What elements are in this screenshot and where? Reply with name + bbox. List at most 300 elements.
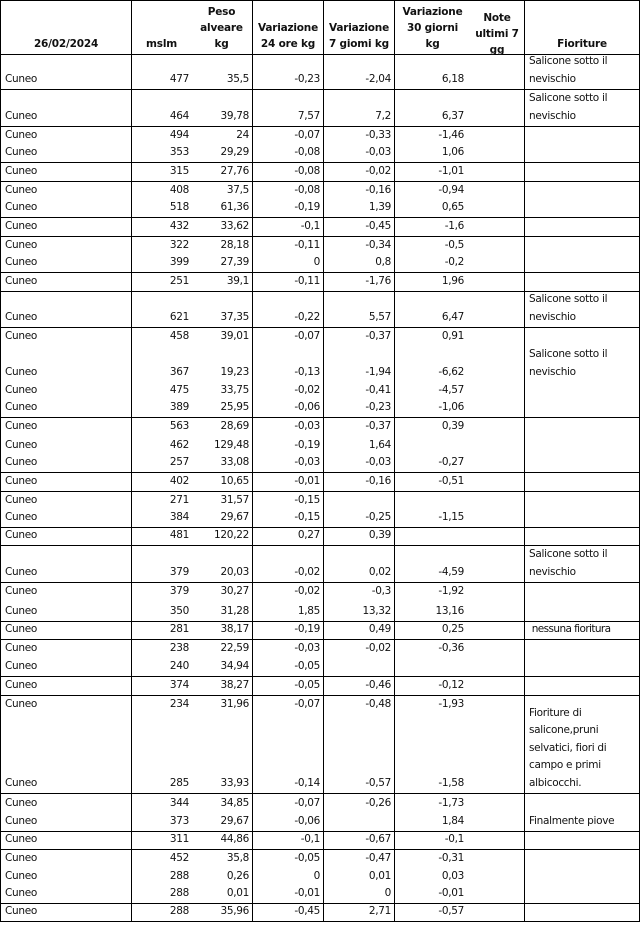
location-cell[interactable] — [1, 292, 131, 327]
var7-cell[interactable] — [323, 813, 394, 831]
peso-cell[interactable] — [191, 583, 252, 601]
peso-cell[interactable] — [191, 868, 252, 886]
header-note[interactable] — [470, 1, 524, 58]
note-cell[interactable] — [470, 292, 524, 327]
location-cell[interactable] — [1, 200, 131, 217]
note-cell[interactable] — [470, 492, 524, 510]
location-cell[interactable] — [1, 850, 131, 868]
location-cell[interactable] — [1, 492, 131, 510]
var7-cell[interactable] — [323, 328, 394, 346]
note-cell[interactable] — [470, 182, 524, 200]
note-cell[interactable] — [470, 904, 524, 921]
mslm-cell[interactable] — [131, 418, 191, 436]
var7-cell[interactable] — [323, 601, 394, 621]
location-cell[interactable] — [1, 658, 131, 676]
note-cell[interactable] — [470, 200, 524, 217]
var30-cell[interactable] — [394, 418, 470, 436]
note-cell[interactable] — [470, 850, 524, 868]
var30-cell[interactable] — [394, 436, 470, 455]
location-cell[interactable] — [1, 583, 131, 601]
fioriture-cell[interactable] — [524, 904, 640, 921]
var24-cell[interactable] — [252, 677, 323, 695]
peso-cell[interactable] — [191, 382, 252, 400]
var7-cell[interactable] — [323, 886, 394, 903]
var30-cell[interactable] — [394, 55, 470, 89]
note-cell[interactable] — [470, 677, 524, 695]
peso-cell[interactable] — [191, 436, 252, 455]
var30-cell[interactable] — [394, 528, 470, 545]
var7-cell[interactable] — [323, 273, 394, 291]
peso-cell[interactable] — [191, 400, 252, 417]
note-cell[interactable] — [470, 832, 524, 849]
peso-cell[interactable] — [191, 127, 252, 145]
header-date[interactable]: 26/02/2024 — [33, 38, 99, 50]
location-cell[interactable] — [1, 510, 131, 527]
mslm-cell[interactable] — [131, 328, 191, 346]
note-cell[interactable] — [470, 328, 524, 346]
var30-cell[interactable] — [394, 145, 470, 162]
var24-cell[interactable] — [252, 714, 323, 793]
var24-cell[interactable] — [252, 546, 323, 582]
var24-cell[interactable] — [252, 492, 323, 510]
fioriture-cell[interactable] — [524, 382, 640, 400]
mslm-cell[interactable] — [131, 55, 191, 89]
var30-cell[interactable] — [394, 904, 470, 921]
var7-cell[interactable] — [323, 346, 394, 382]
location-cell[interactable] — [1, 418, 131, 436]
peso-cell[interactable] — [191, 640, 252, 658]
var24-cell[interactable] — [252, 473, 323, 491]
var7-cell[interactable] — [323, 182, 394, 200]
note-cell[interactable] — [470, 382, 524, 400]
fioriture-cell[interactable] — [524, 832, 640, 849]
location-cell[interactable] — [1, 601, 131, 621]
fioriture-cell[interactable] — [524, 273, 640, 291]
location-cell[interactable] — [1, 794, 131, 813]
var30-cell[interactable] — [394, 794, 470, 813]
note-cell[interactable] — [470, 218, 524, 236]
location-cell[interactable] — [1, 528, 131, 545]
note-cell[interactable] — [470, 346, 524, 382]
mslm-cell[interactable] — [131, 640, 191, 658]
fioriture-cell[interactable] — [524, 813, 640, 831]
var24-cell[interactable] — [252, 328, 323, 346]
location-cell[interactable] — [1, 696, 131, 714]
peso-cell[interactable] — [191, 850, 252, 868]
peso-cell[interactable] — [191, 528, 252, 545]
var24-cell[interactable] — [252, 292, 323, 327]
mslm-cell[interactable] — [131, 904, 191, 921]
var7-cell[interactable] — [323, 436, 394, 455]
location-cell[interactable] — [1, 182, 131, 200]
var24-cell[interactable] — [252, 510, 323, 527]
peso-cell[interactable] — [191, 218, 252, 236]
fioriture-cell[interactable] — [524, 200, 640, 217]
peso-cell[interactable] — [191, 473, 252, 491]
var7-cell[interactable] — [323, 696, 394, 714]
var24-cell[interactable] — [252, 436, 323, 455]
var7-cell[interactable] — [323, 622, 394, 639]
location-cell[interactable] — [1, 346, 131, 382]
peso-cell[interactable] — [191, 455, 252, 472]
mslm-cell[interactable] — [131, 601, 191, 621]
fioriture-cell[interactable] — [524, 528, 640, 545]
var7-cell[interactable] — [323, 528, 394, 545]
location-cell[interactable] — [1, 273, 131, 291]
fioriture-cell[interactable] — [524, 640, 640, 658]
location-cell[interactable] — [1, 473, 131, 491]
mslm-cell[interactable] — [131, 886, 191, 903]
fioriture-cell[interactable] — [524, 90, 640, 126]
var24-cell[interactable] — [252, 886, 323, 903]
var24-cell[interactable] — [252, 55, 323, 89]
header-var24[interactable] — [252, 1, 323, 54]
var30-cell[interactable] — [394, 400, 470, 417]
fioriture-cell[interactable] — [524, 706, 640, 793]
var24-cell[interactable] — [252, 182, 323, 200]
peso-cell[interactable] — [191, 292, 252, 327]
peso-cell[interactable] — [191, 255, 252, 272]
location-cell[interactable] — [1, 55, 131, 89]
note-cell[interactable] — [470, 886, 524, 903]
peso-cell[interactable] — [191, 794, 252, 813]
fioriture-cell[interactable] — [524, 346, 640, 382]
location-cell[interactable] — [1, 218, 131, 236]
var24-cell[interactable] — [252, 145, 323, 162]
var30-cell[interactable] — [394, 200, 470, 217]
fioriture-cell[interactable] — [524, 622, 640, 639]
var7-cell[interactable] — [323, 127, 394, 145]
mslm-cell[interactable] — [131, 382, 191, 400]
mslm-cell[interactable] — [131, 622, 191, 639]
var30-cell[interactable] — [394, 90, 470, 126]
mslm-cell[interactable] — [131, 528, 191, 545]
peso-cell[interactable] — [191, 200, 252, 217]
mslm-cell[interactable] — [131, 583, 191, 601]
mslm-cell[interactable] — [131, 127, 191, 145]
var7-cell[interactable] — [323, 850, 394, 868]
note-cell[interactable] — [470, 273, 524, 291]
location-cell[interactable] — [1, 436, 131, 455]
peso-cell[interactable] — [191, 182, 252, 200]
var30-cell[interactable] — [394, 455, 470, 472]
peso-cell[interactable] — [191, 145, 252, 162]
var24-cell[interactable] — [252, 696, 323, 714]
note-cell[interactable] — [470, 794, 524, 813]
var7-cell[interactable] — [323, 237, 394, 255]
var7-cell[interactable] — [323, 640, 394, 658]
note-cell[interactable] — [470, 473, 524, 491]
var7-cell[interactable] — [323, 218, 394, 236]
var24-cell[interactable] — [252, 601, 323, 621]
mslm-cell[interactable] — [131, 200, 191, 217]
location-cell[interactable] — [1, 400, 131, 417]
var7-cell[interactable] — [323, 455, 394, 472]
mslm-cell[interactable] — [131, 400, 191, 417]
fioriture-cell[interactable] — [524, 492, 640, 510]
var7-cell[interactable] — [323, 163, 394, 181]
peso-cell[interactable] — [191, 677, 252, 695]
note-cell[interactable] — [470, 868, 524, 886]
fioriture-cell[interactable] — [524, 510, 640, 527]
note-cell[interactable] — [470, 640, 524, 658]
var24-cell[interactable] — [252, 127, 323, 145]
var30-cell[interactable] — [394, 492, 470, 510]
var30-cell[interactable] — [394, 714, 470, 793]
note-cell[interactable] — [470, 163, 524, 181]
note-cell[interactable] — [470, 90, 524, 126]
fioriture-cell[interactable] — [524, 601, 640, 621]
mslm-cell[interactable] — [131, 850, 191, 868]
mslm-cell[interactable] — [131, 868, 191, 886]
fioriture-cell[interactable] — [524, 328, 640, 346]
note-cell[interactable] — [470, 622, 524, 639]
fioriture-cell[interactable] — [524, 658, 640, 676]
mslm-cell[interactable] — [131, 473, 191, 491]
var30-cell[interactable] — [394, 255, 470, 272]
var24-cell[interactable] — [252, 813, 323, 831]
mslm-cell[interactable] — [131, 492, 191, 510]
note-cell[interactable] — [470, 418, 524, 436]
var24-cell[interactable] — [252, 382, 323, 400]
var7-cell[interactable] — [323, 200, 394, 217]
fioriture-cell[interactable] — [524, 145, 640, 162]
fioriture-cell[interactable] — [524, 400, 640, 417]
header-var7[interactable] — [323, 1, 394, 54]
var24-cell[interactable] — [252, 255, 323, 272]
var30-cell[interactable] — [394, 868, 470, 886]
fioriture-cell[interactable] — [524, 455, 640, 472]
var24-cell[interactable] — [252, 528, 323, 545]
location-cell[interactable] — [1, 237, 131, 255]
var30-cell[interactable] — [394, 218, 470, 236]
peso-cell[interactable] — [191, 601, 252, 621]
header-var30[interactable] — [394, 1, 470, 54]
peso-cell[interactable] — [191, 510, 252, 527]
mslm-cell[interactable] — [131, 436, 191, 455]
fioriture-cell[interactable] — [524, 677, 640, 695]
fioriture-cell[interactable] — [524, 546, 640, 582]
mslm-cell[interactable] — [131, 182, 191, 200]
note-cell[interactable] — [470, 813, 524, 831]
var7-cell[interactable] — [323, 292, 394, 327]
fioriture-cell[interactable] — [524, 886, 640, 903]
fioriture-cell[interactable] — [524, 182, 640, 200]
location-cell[interactable] — [1, 640, 131, 658]
note-cell[interactable] — [470, 696, 524, 714]
header-fioriture[interactable]: Fioriture — [524, 1, 640, 54]
var30-cell[interactable] — [394, 640, 470, 658]
peso-cell[interactable] — [191, 813, 252, 831]
var24-cell[interactable] — [252, 658, 323, 676]
var30-cell[interactable] — [394, 696, 470, 714]
var24-cell[interactable] — [252, 850, 323, 868]
var24-cell[interactable] — [252, 455, 323, 472]
var30-cell[interactable] — [394, 163, 470, 181]
fioriture-cell[interactable] — [524, 255, 640, 272]
mslm-cell[interactable] — [131, 714, 191, 793]
var30-cell[interactable] — [394, 292, 470, 327]
location-cell[interactable] — [1, 127, 131, 145]
var7-cell[interactable] — [323, 904, 394, 921]
var30-cell[interactable] — [394, 583, 470, 601]
note-cell[interactable] — [470, 145, 524, 162]
fioriture-cell[interactable] — [524, 583, 640, 601]
location-cell[interactable] — [1, 714, 131, 793]
location-cell[interactable] — [1, 677, 131, 695]
header-mslm[interactable]: mslm — [131, 1, 191, 54]
var30-cell[interactable] — [394, 813, 470, 831]
var7-cell[interactable] — [323, 55, 394, 89]
location-cell[interactable] — [1, 382, 131, 400]
fioriture-cell[interactable] — [524, 237, 640, 255]
var24-cell[interactable] — [252, 904, 323, 921]
var30-cell[interactable] — [394, 273, 470, 291]
peso-cell[interactable] — [191, 904, 252, 921]
location-cell[interactable] — [1, 904, 131, 921]
var24-cell[interactable] — [252, 832, 323, 849]
var7-cell[interactable] — [323, 145, 394, 162]
mslm-cell[interactable] — [131, 677, 191, 695]
note-cell[interactable] — [470, 714, 524, 793]
peso-cell[interactable] — [191, 714, 252, 793]
mslm-cell[interactable] — [131, 90, 191, 126]
mslm-cell[interactable] — [131, 813, 191, 831]
var30-cell[interactable] — [394, 546, 470, 582]
note-cell[interactable] — [470, 237, 524, 255]
var24-cell[interactable] — [252, 200, 323, 217]
var7-cell[interactable] — [323, 714, 394, 793]
var7-cell[interactable] — [323, 794, 394, 813]
peso-cell[interactable] — [191, 492, 252, 510]
mslm-cell[interactable] — [131, 237, 191, 255]
var7-cell[interactable] — [323, 868, 394, 886]
note-cell[interactable] — [470, 436, 524, 455]
mslm-cell[interactable] — [131, 696, 191, 714]
var7-cell[interactable] — [323, 90, 394, 126]
peso-cell[interactable] — [191, 658, 252, 676]
header-peso[interactable] — [191, 1, 252, 54]
var30-cell[interactable] — [394, 658, 470, 676]
location-cell[interactable] — [1, 163, 131, 181]
var7-cell[interactable] — [323, 832, 394, 849]
note-cell[interactable] — [470, 127, 524, 145]
mslm-cell[interactable] — [131, 658, 191, 676]
mslm-cell[interactable] — [131, 145, 191, 162]
fioriture-cell[interactable] — [524, 473, 640, 491]
peso-cell[interactable] — [191, 90, 252, 126]
mslm-cell[interactable] — [131, 292, 191, 327]
var7-cell[interactable] — [323, 583, 394, 601]
var30-cell[interactable] — [394, 182, 470, 200]
var24-cell[interactable] — [252, 237, 323, 255]
fioriture-cell[interactable] — [524, 292, 640, 327]
note-cell[interactable] — [470, 455, 524, 472]
var24-cell[interactable] — [252, 622, 323, 639]
note-cell[interactable] — [470, 510, 524, 527]
var24-cell[interactable] — [252, 218, 323, 236]
var24-cell[interactable] — [252, 640, 323, 658]
var30-cell[interactable] — [394, 886, 470, 903]
var24-cell[interactable] — [252, 163, 323, 181]
var24-cell[interactable] — [252, 90, 323, 126]
fioriture-cell[interactable] — [524, 850, 640, 868]
var30-cell[interactable] — [394, 473, 470, 491]
var30-cell[interactable] — [394, 237, 470, 255]
note-cell[interactable] — [470, 400, 524, 417]
var30-cell[interactable] — [394, 127, 470, 145]
var30-cell[interactable] — [394, 677, 470, 695]
peso-cell[interactable] — [191, 163, 252, 181]
var30-cell[interactable] — [394, 850, 470, 868]
var7-cell[interactable] — [323, 510, 394, 527]
var7-cell[interactable] — [323, 400, 394, 417]
var7-cell[interactable] — [323, 546, 394, 582]
location-cell[interactable] — [1, 832, 131, 849]
mslm-cell[interactable] — [131, 218, 191, 236]
var7-cell[interactable] — [323, 677, 394, 695]
peso-cell[interactable] — [191, 273, 252, 291]
fioriture-cell[interactable] — [524, 794, 640, 813]
location-cell[interactable] — [1, 886, 131, 903]
var7-cell[interactable] — [323, 492, 394, 510]
var30-cell[interactable] — [394, 328, 470, 346]
fioriture-cell[interactable] — [524, 55, 640, 89]
location-cell[interactable] — [1, 813, 131, 831]
note-cell[interactable] — [470, 601, 524, 621]
mslm-cell[interactable] — [131, 546, 191, 582]
peso-cell[interactable] — [191, 346, 252, 382]
fioriture-cell[interactable] — [524, 418, 640, 436]
note-cell[interactable] — [470, 528, 524, 545]
peso-cell[interactable] — [191, 622, 252, 639]
peso-cell[interactable] — [191, 237, 252, 255]
var7-cell[interactable] — [323, 473, 394, 491]
mslm-cell[interactable] — [131, 255, 191, 272]
var24-cell[interactable] — [252, 418, 323, 436]
location-cell[interactable] — [1, 255, 131, 272]
var30-cell[interactable] — [394, 622, 470, 639]
var30-cell[interactable] — [394, 601, 470, 621]
fioriture-cell[interactable] — [524, 218, 640, 236]
peso-cell[interactable] — [191, 832, 252, 849]
note-cell[interactable] — [470, 55, 524, 89]
note-cell[interactable] — [470, 583, 524, 601]
var30-cell[interactable] — [394, 346, 470, 382]
location-cell[interactable] — [1, 546, 131, 582]
var24-cell[interactable] — [252, 583, 323, 601]
var30-cell[interactable] — [394, 382, 470, 400]
mslm-cell[interactable] — [131, 455, 191, 472]
peso-cell[interactable] — [191, 546, 252, 582]
location-cell[interactable] — [1, 90, 131, 126]
mslm-cell[interactable] — [131, 794, 191, 813]
peso-cell[interactable] — [191, 418, 252, 436]
var24-cell[interactable] — [252, 794, 323, 813]
note-cell[interactable] — [470, 658, 524, 676]
var30-cell[interactable] — [394, 510, 470, 527]
var30-cell[interactable] — [394, 832, 470, 849]
peso-cell[interactable] — [191, 886, 252, 903]
location-cell[interactable] — [1, 328, 131, 346]
location-cell[interactable] — [1, 455, 131, 472]
location-cell[interactable] — [1, 868, 131, 886]
var7-cell[interactable] — [323, 658, 394, 676]
var7-cell[interactable] — [323, 255, 394, 272]
note-cell[interactable] — [470, 546, 524, 582]
mslm-cell[interactable] — [131, 273, 191, 291]
var24-cell[interactable] — [252, 346, 323, 382]
